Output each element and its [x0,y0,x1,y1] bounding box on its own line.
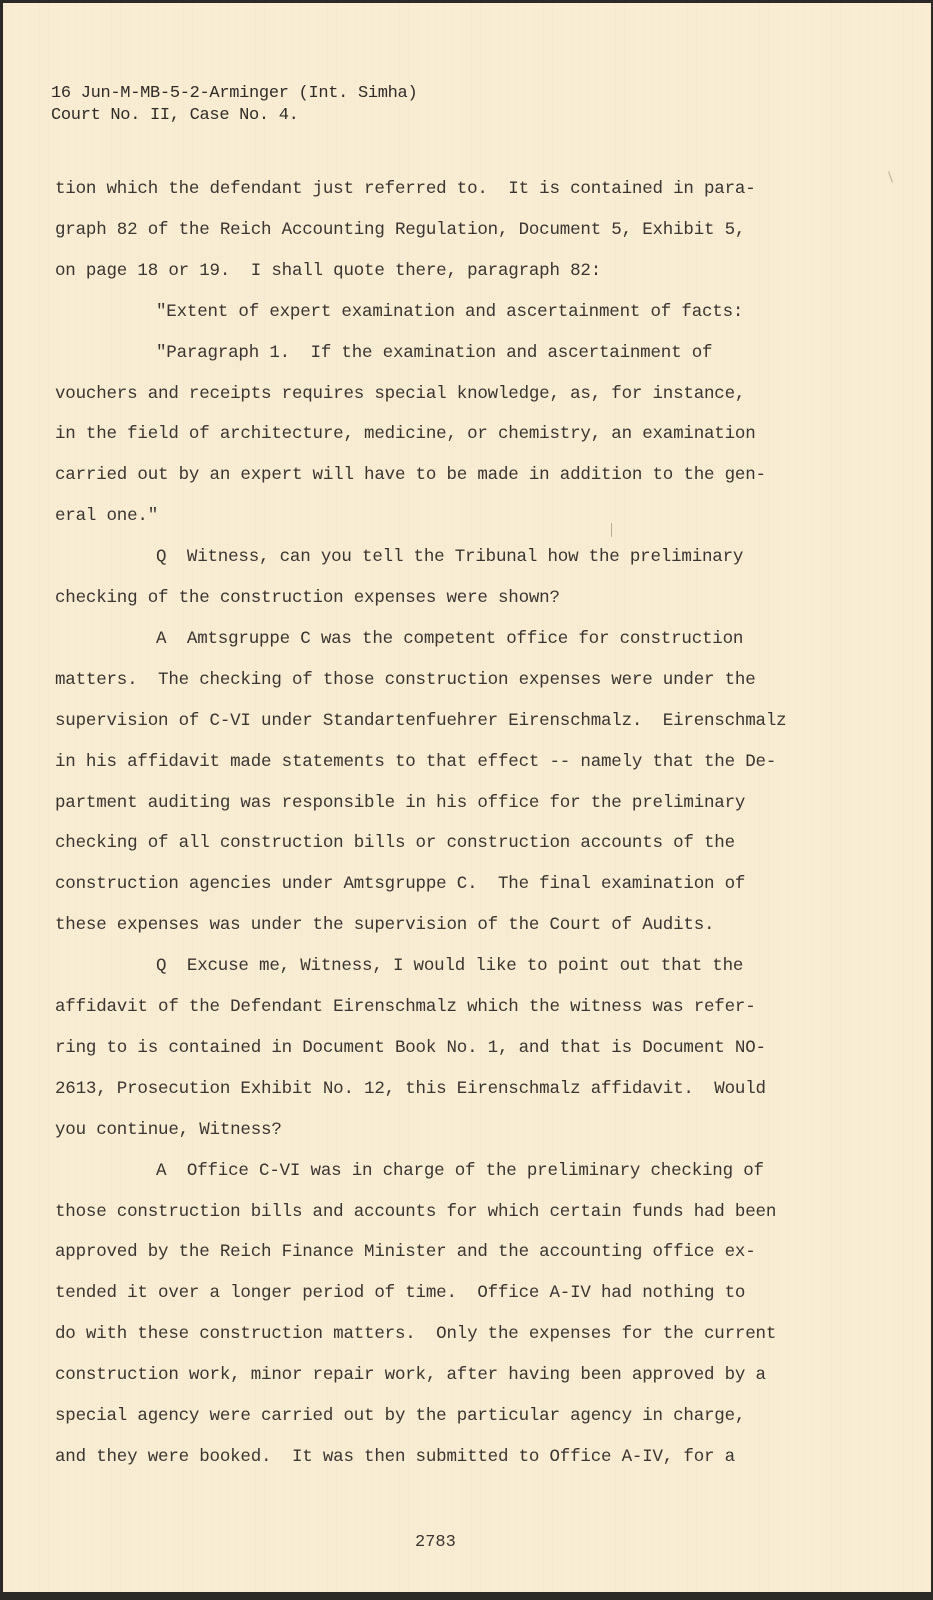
transcript-line: these expenses was under the supervision of the Court of Audits. [55,915,715,935]
transcript-line: Q Excuse me, Witness, I would like to point out that the [156,956,744,976]
transcript-line: graph 82 of the Reich Accounting Regulation, Document 5, Exhibit 5, [55,220,746,240]
transcript-line: partment auditing was responsible in his office for the preliminary [55,793,746,813]
transcript-line: ring to is contained in Document Book No. 1, and that is Document NO- [55,1038,766,1058]
transcript-line: A Amtsgruppe C was the competent office for construction [156,629,744,649]
transcript-line: special agency were carried out by the particular agency in charge, [55,1406,746,1426]
transcript-line: those construction bills and accounts for which certain funds had been [55,1202,777,1222]
document-page [3,3,931,1592]
transcript-line: vouchers and receipts requires special knowledge, as, for instance, [55,384,746,404]
transcript-line: "Paragraph 1. If the examination and ascertainment of [156,343,713,363]
page-number: 2783 [415,1533,456,1552]
transcript-line: and they were booked. It was then submitted to Office A-IV, for a [55,1447,735,1467]
header-court-case: Court No. II, Case No. 4. [51,106,299,125]
transcript-line: affidavit of the Defendant Eirenschmalz which the witness was refer- [55,997,756,1017]
transcript-line: do with these construction matters. Only the expenses for the current [55,1324,777,1344]
paper-mark [611,523,612,537]
transcript-line: construction work, minor repair work, after having been approved by a [55,1365,766,1385]
transcript-line: checking of the construction expenses were shown? [55,588,560,608]
transcript-line: in the field of architecture, medicine, or chemistry, an examination [55,424,756,444]
transcript-line: matters. The checking of those construction expenses were under the [55,670,756,690]
transcript-line: you continue, Witness? [55,1120,282,1140]
transcript-line: A Office C-VI was in charge of the preliminary checking of [156,1161,764,1181]
transcript-line: "Extent of expert examination and ascertainment of facts: [156,302,744,322]
transcript-line: Q Witness, can you tell the Tribunal how the preliminary [156,547,744,567]
transcript-line: tion which the defendant just referred to. It is contained in para- [55,179,756,199]
transcript-line: 2613, Prosecution Exhibit No. 12, this Eirenschmalz affidavit. Would [55,1079,766,1099]
transcript-line: supervision of C-VI under Standartenfuehrer Eirenschmalz. Eirenschmalz [55,711,787,731]
paper-mark [888,171,893,183]
transcript-line: in his affidavit made statements to that effect -- namely that the De- [55,752,777,772]
transcript-line: construction agencies under Amtsgruppe C. The final examination of [55,874,746,894]
transcript-line: tended it over a longer period of time. Office A-IV had nothing to [55,1283,746,1303]
transcript-line: checking of all construction bills or construction accounts of the [55,833,735,853]
transcript-line: approved by the Reich Finance Minister and the accounting office ex- [55,1242,756,1262]
transcript-line: carried out by an expert will have to be made in addition to the gen- [55,465,766,485]
document-header [51,83,417,127]
transcript-line: eral one." [55,506,159,526]
transcript-line: on page 18 or 19. I shall quote there, paragraph 82: [55,261,601,281]
header-case-reference: 16 Jun-M-MB-5-2-Arminger (Int. Simha) [51,84,418,103]
